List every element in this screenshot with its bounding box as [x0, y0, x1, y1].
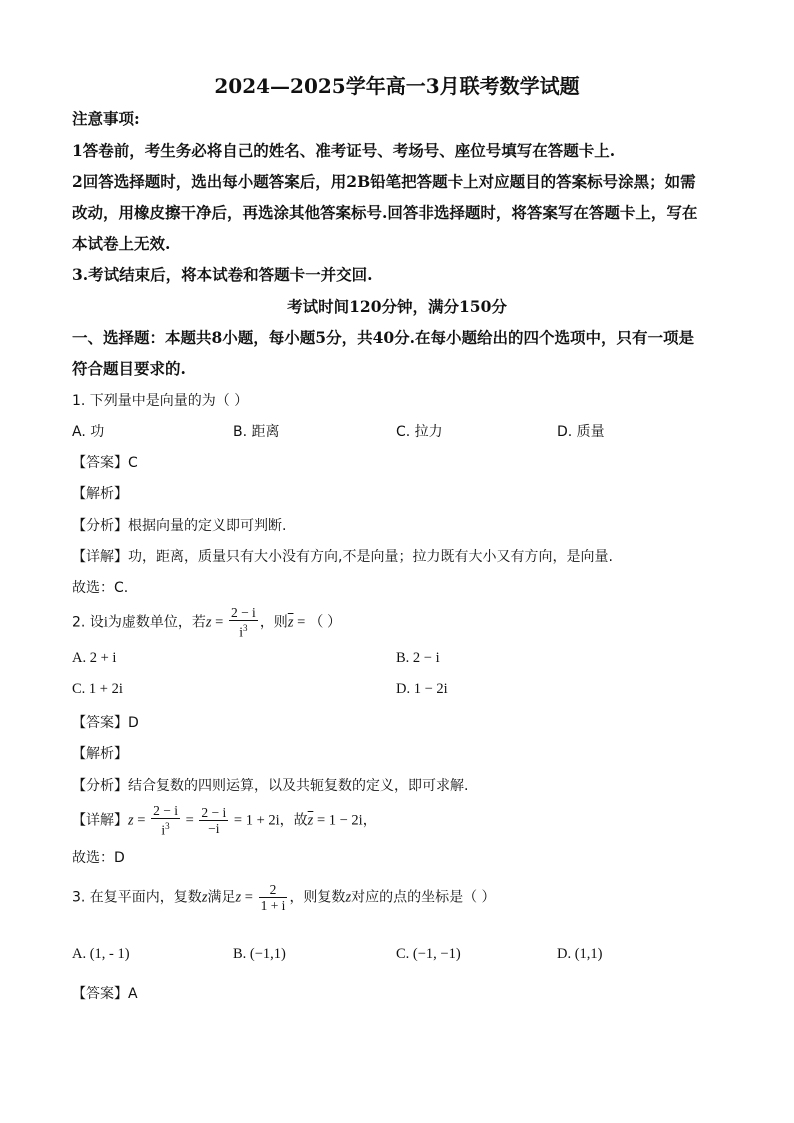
notice-item-2-line-2: 改动，用橡皮擦干净后，再选涂其他答案标号.回答非选择题时，将答案写在答题卡上，写在 [72, 203, 698, 222]
q1-option-c: C. 拉力 [396, 424, 443, 440]
q2-stem-pre: 2. 设 [72, 614, 104, 631]
q3-fraction-num: 2 [269, 882, 277, 897]
q2-detail-gu: ，故 [279, 812, 308, 829]
q3-fraction-den: 1 + i [260, 898, 286, 913]
q1-analysis-label: 【解析】 [72, 486, 128, 502]
notice-item-3: 3.考试结束后，将本试卷和答题卡一并交回. [72, 265, 373, 284]
q3-stem [72, 882, 722, 913]
q1-fenxi [72, 515, 722, 535]
q1-option-d: D. 质量 [557, 424, 605, 440]
q3-option-d: D. (1,1) [557, 946, 603, 962]
q1-detail-text: 功，距离，质量只有大小没有方向,不是向量；拉力既有大小又有方向，是向量. [128, 549, 613, 565]
q2-detail-frac1 [151, 803, 180, 838]
q2-detail-rest: = 1 + 2i [230, 812, 280, 829]
q2-fenxi-text: 结合复数的四则运算，以及共轭复数的定义，即可求解. [128, 778, 469, 794]
q1-detail [72, 546, 722, 566]
notice-item-2-line-3: 本试卷上无效. [72, 234, 171, 253]
q3-option-b: B. (−1,1) [233, 946, 286, 962]
q2-den-exp: 3 [243, 623, 248, 633]
q3-option-c: C. (−1, −1) [396, 946, 461, 962]
q2-fraction [229, 605, 258, 640]
q2-detail-comma: ， [362, 812, 377, 829]
q2-answer [72, 712, 722, 732]
q2-option-a: A. 2 + i [72, 650, 117, 666]
q2-detail-den-base: i [161, 822, 166, 838]
q1-option-b: B. 距离 [233, 424, 280, 440]
q3-answer [72, 983, 722, 1003]
notice-heading: 注意事项: [72, 109, 140, 128]
q2-stem-mid: 为虚数单位，若 [107, 614, 206, 631]
q2-i-symbol: i [103, 614, 108, 631]
q2-stem-post1: ，则 [259, 614, 288, 631]
q1-stem: 1. 下列量中是向量的为（ ） [72, 393, 249, 409]
q2-detail-eq1: = [133, 812, 150, 829]
exam-info: 考试时间120分钟，满分150分 [287, 297, 507, 316]
q3-z1: z [201, 889, 208, 906]
q1-answer [72, 452, 722, 472]
answer-label: 【答案】 [72, 455, 128, 471]
section-heading-line-1: 一、选择题：本题共8小题，每小题5分，共40分.在每小题给出的四个选项中，只有一项是 [72, 328, 695, 347]
q2-answer-value: D [128, 715, 139, 731]
page-title: 2024—2025学年高一3月联考数学试题 [214, 74, 580, 98]
q3-option-a: A. (1, - 1) [72, 946, 130, 962]
q2-fraction-den [229, 620, 258, 640]
fenxi-label: 【分析】 [72, 778, 128, 794]
q3-eq: = [241, 889, 257, 906]
answer-label: 【答案】 [72, 986, 128, 1002]
q2-option-d: D. 1 − 2i [396, 681, 448, 697]
q1-fenxi-text: 根据向量的定义即可判断. [128, 518, 287, 534]
section-heading-line-2: 符合题目要求的. [72, 359, 186, 378]
notice-item-1: 1答卷前，考生务必将自己的姓名、准考证号、考场号、座位号填写在答题卡上. [72, 141, 616, 160]
q3-z3: z [345, 889, 352, 906]
notice-item-2-line-1: 2回答选择题时，选出每小题答案后，用2B铅笔把答题卡上对应题目的答案标号涂黑；如需 [72, 172, 696, 191]
q2-option-b: B. 2 − i [396, 650, 440, 666]
q2-detail-frac1-den [151, 818, 180, 838]
answer-label: 【答案】 [72, 715, 128, 731]
q2-stem-post2: = （ ） [293, 614, 342, 631]
q3-stem-mid2: ，则复数 [289, 889, 346, 906]
fenxi-label: 【分析】 [72, 518, 128, 534]
q2-detail-frac1-num: 2 − i [153, 803, 178, 818]
detail-label: 【详解】 [72, 812, 128, 829]
q2-z: z [205, 614, 212, 631]
q2-fraction-num: 2 − i [230, 605, 256, 620]
q2-stem [72, 605, 722, 640]
q2-detail-eq2: = [181, 812, 198, 829]
q2-option-c: C. 1 + 2i [72, 681, 123, 697]
q2-analysis-label: 【解析】 [72, 746, 128, 762]
q3-z2: z [235, 889, 242, 906]
q2-choose: 故选：D [72, 850, 125, 866]
q2-detail-frac2-den: −i [199, 820, 228, 836]
q2-fenxi [72, 775, 722, 795]
q3-stem-post: 对应的点的坐标是（ ） [351, 889, 496, 906]
q1-answer-value: C [128, 455, 138, 471]
q2-detail-z-conj: $\overline{z}$ [307, 812, 314, 829]
q3-answer-value: A [128, 986, 138, 1002]
q2-detail-frac2 [199, 805, 228, 836]
q2-eq: = [211, 614, 227, 631]
q2-detail-den-exp: 3 [165, 821, 170, 831]
detail-label: 【详解】 [72, 549, 128, 565]
q3-stem-pre: 3. 在复平面内，复数 [72, 889, 202, 906]
q2-detail-z: z [128, 812, 134, 829]
q1-choose: 故选：C. [72, 580, 129, 596]
q2-z-conj: $\overline{z}$ [287, 614, 294, 631]
q2-detail [72, 803, 722, 838]
q2-detail-end: = 1 − 2i [313, 812, 363, 829]
q3-fraction [259, 882, 288, 913]
q1-option-a: A. 功 [72, 424, 105, 440]
q2-detail-frac2-num: 2 − i [201, 804, 227, 820]
q3-stem-mid: 满足 [207, 889, 236, 906]
q2-den-base: i [239, 624, 243, 640]
